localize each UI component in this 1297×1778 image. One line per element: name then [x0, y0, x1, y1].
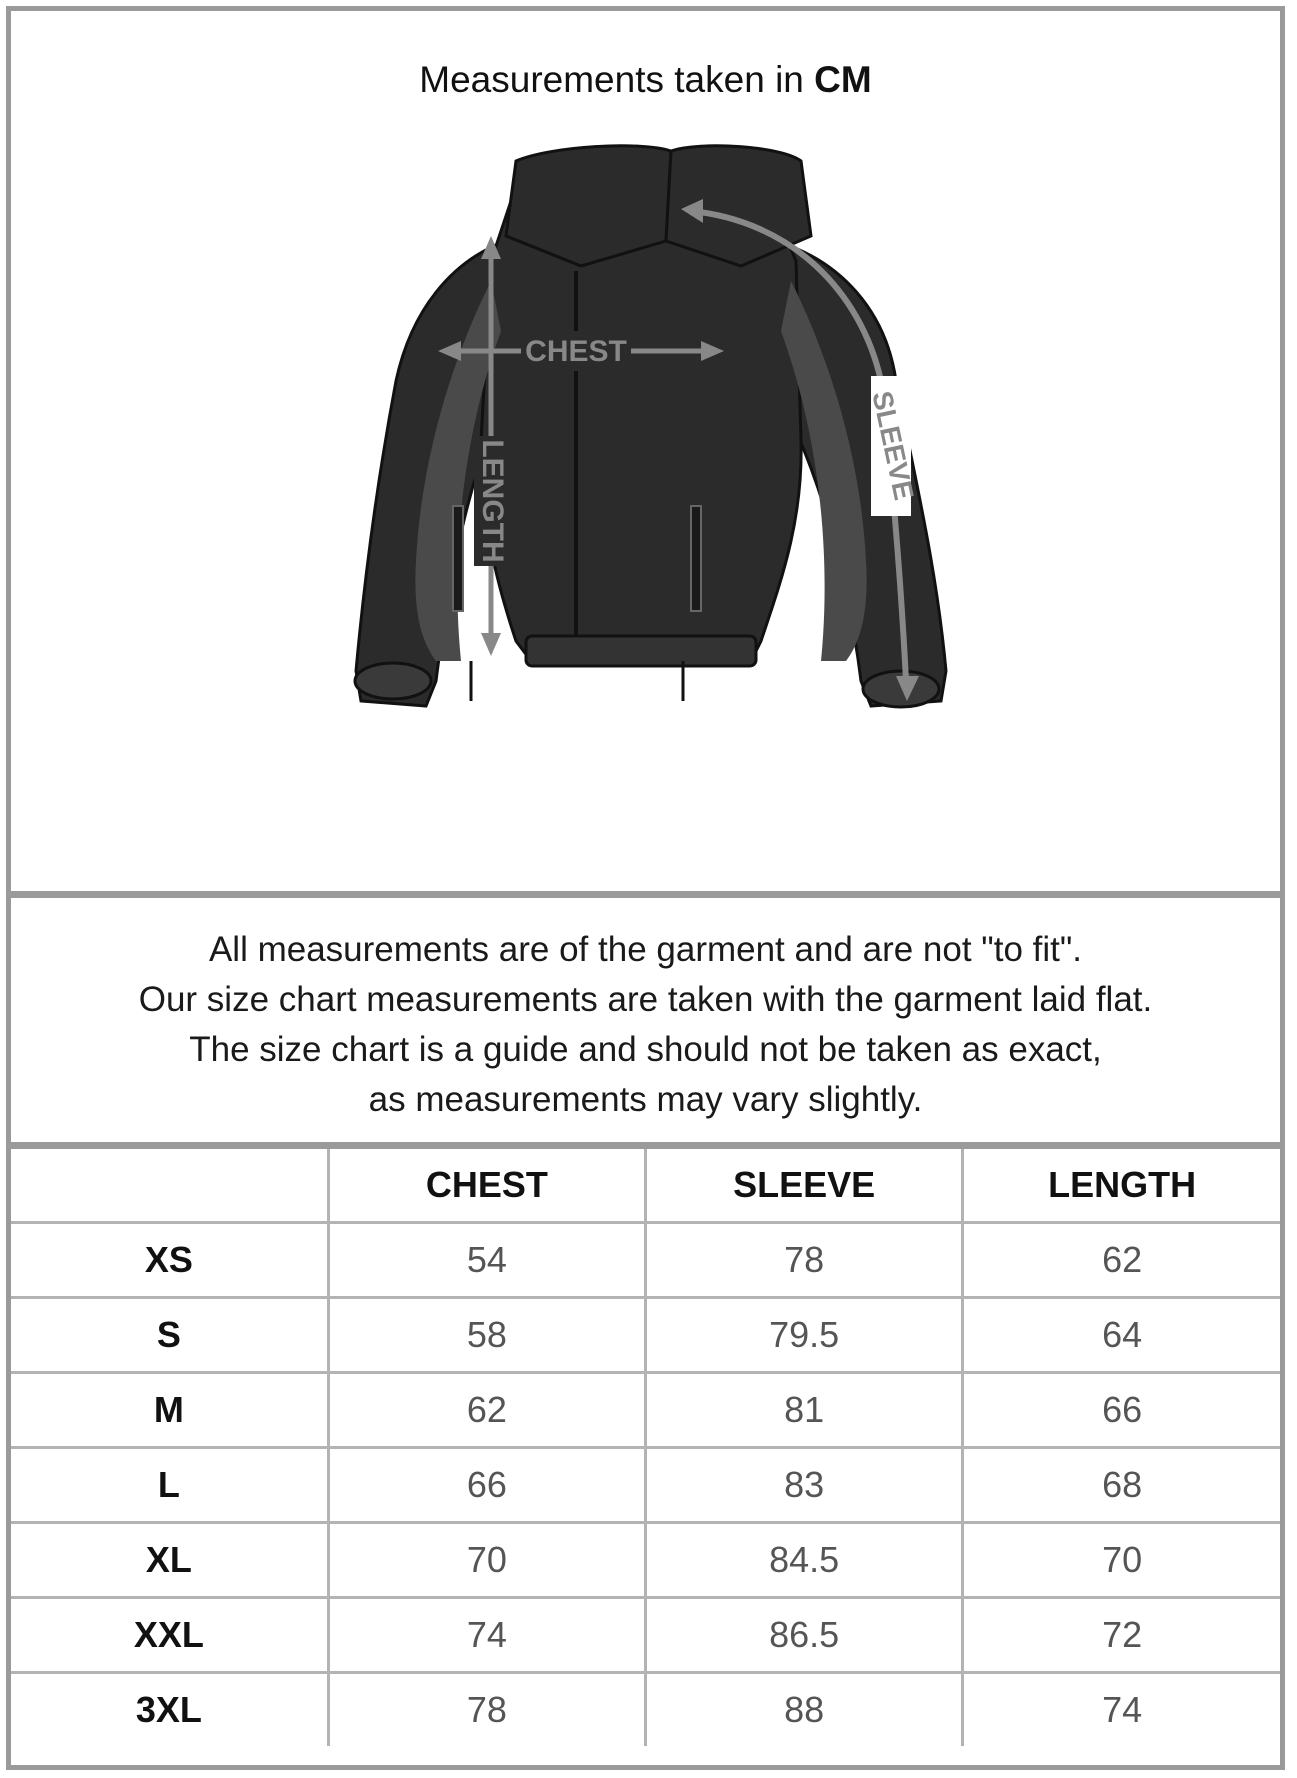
unit-prefix: Measurements taken in: [419, 59, 804, 100]
length-label: LENGTH: [476, 439, 510, 563]
sleeve-value: 83: [646, 1448, 963, 1523]
table-row: [11, 1598, 1280, 1673]
size-label: XS: [11, 1223, 328, 1298]
length-value: 64: [963, 1298, 1280, 1373]
size-label: 3XL: [11, 1673, 328, 1747]
left-cuff: [355, 663, 431, 699]
chest-value: 54: [328, 1223, 645, 1298]
right-pocket: [691, 506, 701, 611]
jacket-diagram: [341, 141, 991, 821]
table-row: [11, 1223, 1280, 1298]
table-header-cell: [11, 1149, 328, 1223]
table-row: [11, 1373, 1280, 1448]
length-value: 66: [963, 1373, 1280, 1448]
diagram-section: [11, 11, 1280, 891]
unit-heading: [11, 59, 1280, 101]
chest-value: 62: [328, 1373, 645, 1448]
jacket-body: [481, 201, 801, 661]
size-label: L: [11, 1448, 328, 1523]
table-row: [11, 1298, 1280, 1373]
notes-section: [11, 903, 1280, 1139]
table-row: [11, 1523, 1280, 1598]
sleeve-value: 78: [646, 1223, 963, 1298]
sleeve-value: 86.5: [646, 1598, 963, 1673]
unit-value: CM: [814, 59, 872, 100]
size-label: XL: [11, 1523, 328, 1598]
table-row: [11, 1673, 1280, 1747]
size-label: XXL: [11, 1598, 328, 1673]
length-value: 68: [963, 1448, 1280, 1523]
table-header-cell: SLEEVE: [646, 1149, 963, 1223]
length-value: 62: [963, 1223, 1280, 1298]
size-table: [11, 1149, 1280, 1746]
chest-label: CHEST: [525, 334, 627, 368]
table-row: [11, 1448, 1280, 1523]
length-value: 74: [963, 1673, 1280, 1747]
sleeve-value: 88: [646, 1673, 963, 1747]
chest-value: 66: [328, 1448, 645, 1523]
section-divider: [11, 1142, 1280, 1149]
size-label: S: [11, 1298, 328, 1373]
chest-value: 74: [328, 1598, 645, 1673]
table-header-cell: CHEST: [328, 1149, 645, 1223]
note-line: All measurements are of the garment and are not "to fit".: [208, 930, 1083, 969]
sleeve-label: SLEEVE: [866, 388, 920, 503]
length-value: 70: [963, 1523, 1280, 1598]
sleeve-value: 84.5: [646, 1523, 963, 1598]
hem-band: [526, 636, 756, 666]
sleeve-value: 79.5: [646, 1298, 963, 1373]
section-divider: [11, 891, 1280, 898]
length-value: 72: [963, 1598, 1280, 1673]
left-pocket: [453, 506, 463, 611]
chest-value: 78: [328, 1673, 645, 1747]
sleeve-value: 81: [646, 1373, 963, 1448]
chest-value: 58: [328, 1298, 645, 1373]
size-label: M: [11, 1373, 328, 1448]
size-chart-frame: [6, 6, 1285, 1770]
table-header-cell: LENGTH: [963, 1149, 1280, 1223]
note-line: as measurements may vary slightly.: [368, 1080, 923, 1119]
note-line: The size chart is a guide and should not be taken as exact,: [189, 1030, 1102, 1069]
note-line: Our size chart measurements are taken with the garment laid flat.: [138, 980, 1153, 1019]
table-header-row: [11, 1149, 1280, 1223]
chest-value: 70: [328, 1523, 645, 1598]
